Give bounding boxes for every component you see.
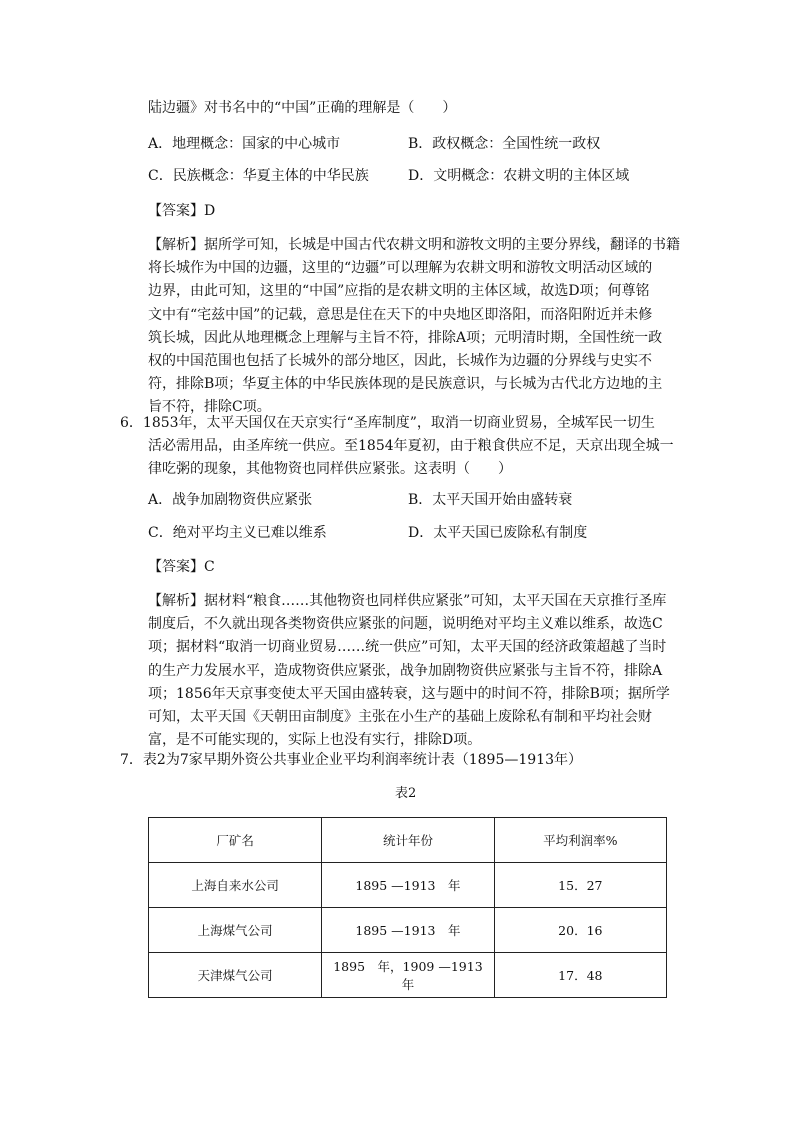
analysis-line: 富，是不可能实现的，实际上也没有实行，排除D项。 <box>148 732 482 749</box>
q6-option-d: D．太平天国已废除私有制度 <box>408 525 588 541</box>
q5-option-b: B．政权概念：全国性统一政权 <box>408 136 601 152</box>
analysis-line: 将长城作为中国的边疆，这里的“边疆”可以理解为农耕文明和游牧文明活动区域的 <box>148 260 653 277</box>
table-cell: 1895 年，1909 —1913 年 <box>322 953 494 998</box>
table-cell: 17．48 <box>494 953 666 998</box>
answer-tag: 【答案】 <box>148 203 204 219</box>
analysis-tag: 【解析】 <box>148 593 204 609</box>
analysis-tag: 【解析】 <box>148 237 204 253</box>
table-cell: 1895 —1913 年 <box>322 908 494 953</box>
analysis-line: 可知，太平天国《天朝田亩制度》主张在小生产的基础上废除私有制和平均社会财 <box>148 709 652 726</box>
analysis-line: 制度后，不久就出现各类物资供应紧张的问题，说明绝对平均主义难以维系，故选C <box>148 616 663 633</box>
table-cell: 上海自来水公司 <box>149 863 322 908</box>
q6-analysis <box>148 590 668 752</box>
analysis-line: 项；1856年天京事变使太平天国由盛转衰，这与题中的时间不符，排除B项；据所学 <box>148 685 670 702</box>
column-header: 厂矿名 <box>149 818 322 863</box>
analysis-line: 文中有“宅兹中国”的记载，意思是住在天下的中央地区即洛阳，而洛阳附近并未修 <box>148 306 653 323</box>
table-cell: 上海煤气公司 <box>149 908 322 953</box>
q5-option-c: C．民族概念：华夏主体的中华民族 <box>148 168 369 184</box>
q6-option-a: A．战争加剧物资供应紧张 <box>148 492 313 508</box>
q6-option-b: B．太平天国开始由盛转衰 <box>408 492 573 508</box>
profit-rate-table <box>148 817 667 998</box>
question-stem-continuation: 陆边疆》对书名中的“中国”正确的理解是（ ） <box>148 100 457 116</box>
table-cell: 1895 —1913 年 <box>322 863 494 908</box>
table-cell: 天津煤气公司 <box>149 953 322 998</box>
analysis-line: 旨不符，排除C项。 <box>148 399 271 416</box>
table-row <box>149 863 667 908</box>
q5-option-d: D．文明概念：农耕文明的主体区域 <box>408 168 630 184</box>
table-cell: 20．16 <box>494 908 666 953</box>
q5-analysis <box>148 234 680 420</box>
q6-option-c: C．绝对平均主义已难以维系 <box>148 525 327 541</box>
answer-value: D <box>204 203 216 219</box>
q6-stem <box>120 412 680 482</box>
table-caption: 表2 <box>395 786 417 801</box>
analysis-line: 的生产力发展水平，造成物资供应紧张，战争加剧物资供应紧张与主旨不符，排除A <box>148 662 663 679</box>
answer-value: C <box>204 559 215 575</box>
stem-line: 活必需用品，由圣库统一供应。至1854年夏初，由于粮食供应不足，天京出现全城一 <box>148 438 674 455</box>
column-header: 平均利润率% <box>494 818 666 863</box>
answer-tag: 【答案】 <box>148 559 204 575</box>
analysis-line: 边界，由此可知，这里的“中国”应指的是农耕文明的主体区域，故选D项；何尊铭 <box>148 283 650 300</box>
q7-stem: 7．表2为7家早期外资公共事业企业平均利润率统计表（1895—1913年） <box>120 752 582 768</box>
stem-line: 6．1853年，太平天国仅在天京实行“圣库制度”，取消一切商业贸易，全城军民一切生 <box>120 415 655 431</box>
analysis-line: 筑长城，因此从地理概念上理解与主旨不符，排除A项；元明清时期，全国性统一政 <box>148 329 663 346</box>
q5-option-a: A．地理概念：国家的中心城市 <box>148 136 341 152</box>
q6-answer <box>148 557 215 577</box>
column-header: 统计年份 <box>322 818 494 863</box>
analysis-line: 权的中国范围也包括了长城外的部分地区，因此，长城作为边疆的分界线与史实不 <box>148 353 652 370</box>
q5-answer <box>148 201 215 221</box>
analysis-line: 据材料“粮食……其他物资也同样供应紧张”可知，太平天国在天京推行圣库 <box>204 593 667 609</box>
table-row <box>149 953 667 998</box>
analysis-line: 项；据材料“取消一切商业贸易……统一供应”可知，太平天国的经济政策超越了当时 <box>148 639 667 656</box>
stem-line: 律吃粥的现象，其他物资也同样供应紧张。这表明（ ） <box>148 461 512 478</box>
analysis-line: 符，排除B项；华夏主体的中华民族体现的是民族意识，与长城为古代北方边地的主 <box>148 376 663 393</box>
analysis-line: 据所学可知，长城是中国古代农耕文明和游牧文明的主要分界线，翻译的书籍 <box>204 237 680 253</box>
table-cell: 15．27 <box>494 863 666 908</box>
table-row <box>149 908 667 953</box>
table-header-row <box>149 818 667 863</box>
